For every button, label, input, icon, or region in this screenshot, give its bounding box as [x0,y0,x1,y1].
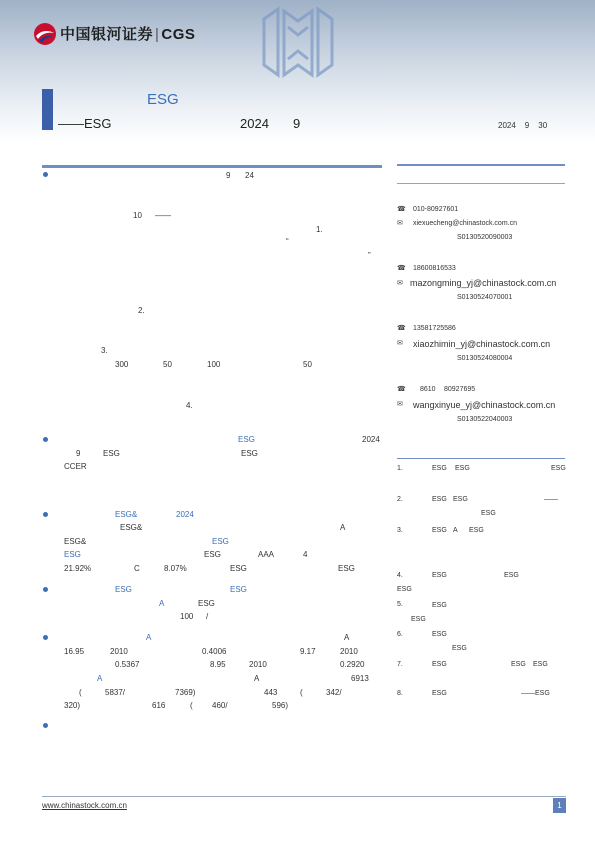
text-fragment: 50 [303,360,312,369]
related-item-text[interactable]: —— [544,496,558,503]
text-fragment: AAA [258,550,275,559]
related-item-text[interactable]: ESG [411,616,426,623]
text-fragment: 7369) [175,688,196,697]
phone-icon: ☎ [397,206,406,213]
text-fragment: ESG [204,550,221,559]
phone-icon: ☎ [397,265,406,272]
brand-logo: 中国银河证券 | CGS [60,26,196,43]
analyst-cert: S0130524080004 [457,355,513,362]
text-fragment: ESG [212,537,229,546]
text-fragment: 4. [186,401,193,410]
text-fragment: CCER [64,462,87,471]
bullet-icon [43,437,48,442]
text-fragment: 2010 [110,647,128,656]
title-accent-bar [42,89,53,130]
text-fragment: 2. [138,306,145,315]
text-fragment: 10 [133,211,142,220]
text-fragment: 100 [180,612,194,621]
mail-icon: ✉ [397,280,403,287]
related-item-text[interactable]: ESG [504,572,519,579]
text-fragment: 3. [101,346,108,355]
analyst-phone: 010-80927601 [413,206,459,213]
subtitle-month: 9 [293,116,301,131]
text-fragment: 0.2920 [340,660,365,669]
related-item-number: 3. [397,527,403,534]
text-fragment: 443 [264,688,278,697]
text-fragment: 342/ [326,688,342,697]
related-item-number: 7. [397,661,403,668]
mail-icon: ✉ [397,340,403,347]
text-fragment: 596) [272,701,289,710]
related-item-text[interactable]: ESG [432,602,447,609]
text-fragment: ESG [241,449,258,458]
analyst-email[interactable]: mazongming_yj@chinastock.com.cn [410,278,557,288]
text-fragment: 16.95 [64,647,85,656]
text-fragment: ESG [103,449,120,458]
text-fragment: 0.5367 [115,660,140,669]
text-fragment: A [344,633,350,642]
related-item-text[interactable]: ESG [432,661,447,668]
related-item-text[interactable]: ESG [551,465,566,472]
text-fragment: ESG [64,550,81,559]
text-fragment: 8.95 [210,660,226,669]
related-item-number: 4. [397,572,403,579]
report-title: ESG [147,91,179,108]
text-fragment: ESG [115,585,132,594]
text-fragment: 5837/ [105,688,126,697]
text-fragment: ESG& [120,523,143,532]
footer-divider [42,796,566,797]
related-item-text[interactable]: ESG [432,631,447,638]
related-item-number: 6. [397,631,403,638]
text-fragment: ( [79,688,82,697]
text-fragment: 100 [207,360,221,369]
text-fragment: A [254,674,260,683]
text-fragment: 2024 [176,510,194,519]
related-item-text[interactable]: ESG [481,510,496,517]
text-fragment: ESG [238,435,255,444]
related-item-text[interactable]: ESG [432,690,447,697]
phone-icon: ☎ [397,325,406,332]
text-fragment: ESG [230,564,247,573]
analyst-phone: 13581725586 [413,325,456,332]
bullet-icon [43,512,48,517]
related-item-text[interactable]: ESG [452,645,467,652]
text-fragment: 9.17 [300,647,316,656]
related-item-text[interactable]: ESG [469,527,484,534]
text-fragment: 616 [152,701,166,710]
text-fragment: 4 [303,550,308,559]
bullet-icon [43,587,48,592]
related-item-text[interactable]: ESG [432,465,447,472]
text-fragment: 50 [163,360,172,369]
main-divider [42,165,382,168]
bullet-icon [43,172,48,177]
sidebar-divider [397,164,565,166]
related-item-text[interactable]: ESG [511,661,526,668]
bullet-icon [43,723,48,728]
footer-website-link[interactable]: www.chinastock.com.cn [42,801,127,810]
sidebar-divider [397,183,565,184]
text-fragment: ESG [338,564,355,573]
text-fragment: 2010 [249,660,267,669]
text-fragment: / [206,612,209,621]
text-fragment: ESG& [64,537,87,546]
text-fragment: 21.92% [64,564,92,573]
text-fragment: ESG [198,599,215,608]
text-fragment: ( [300,688,303,697]
related-item-text[interactable]: ESG [432,572,447,579]
text-fragment: —— [155,211,171,220]
text-fragment: 1. [316,225,323,234]
analyst-cert: S0130520090003 [457,234,513,241]
related-item-number: 5. [397,601,403,608]
text-fragment: ( [190,701,193,710]
text-fragment: A [340,523,346,532]
text-fragment: 9 [226,171,231,180]
text-fragment: “ [286,237,289,246]
text-fragment: 8.07% [164,564,187,573]
cgs-watermark-icon [258,5,338,81]
text-fragment: ESG [230,585,247,594]
text-fragment: A [159,599,165,608]
page-number: 1 [553,798,566,813]
analyst-cert: S0130524070001 [457,294,513,301]
analyst-cert: S0130522040003 [457,416,513,423]
related-item-text[interactable]: ESG [453,496,468,503]
text-fragment: 2024 [362,435,380,444]
related-item-number: 2. [397,496,403,503]
related-item-text[interactable]: A [453,527,458,534]
analyst-email[interactable]: xiaozhimin_yj@chinastock.com.cn [413,339,551,349]
analyst-phone: 8610 [420,386,436,393]
text-fragment: 2010 [340,647,358,656]
text-fragment: 320) [64,701,81,710]
phone-icon: ☎ [397,386,406,393]
related-item-text[interactable]: ESG [533,661,548,668]
analyst-email[interactable]: xiexuecheng@chinastock.com.cn [413,220,517,227]
sidebar-divider [397,458,565,459]
text-fragment: A [97,674,103,683]
analyst-phone: 80927695 [444,386,476,393]
related-item-number: 8. [397,690,403,697]
bullet-icon [43,635,48,640]
subtitle-year: 2024 [240,116,269,131]
text-fragment: 9 [76,449,81,458]
related-item-number: 1. [397,465,403,472]
text-fragment: ” [368,251,371,260]
text-fragment: 24 [245,171,254,180]
cgs-logo-icon [33,22,57,46]
report-subtitle: ——ESG [58,116,112,131]
mail-icon: ✉ [397,401,403,408]
text-fragment: 6913 [351,674,369,683]
text-fragment: 300 [115,360,129,369]
text-fragment: 460/ [212,701,228,710]
related-item-text[interactable]: ESG [432,527,447,534]
analyst-phone: 18600816533 [413,265,456,272]
text-fragment: A [146,633,152,642]
mail-icon: ✉ [397,220,403,227]
text-fragment: ESG& [115,510,138,519]
related-item-text[interactable]: ——ESG [521,690,550,697]
text-fragment: 0.4006 [202,647,227,656]
analyst-email[interactable]: wangxinyue_yj@chinastock.com.cn [413,400,556,410]
related-item-text[interactable]: ESG [397,586,412,593]
related-item-text[interactable]: ESG [455,465,470,472]
report-date: 2024 9 30 [498,121,548,130]
related-item-text[interactable]: ESG [432,496,447,503]
text-fragment: C [134,564,140,573]
